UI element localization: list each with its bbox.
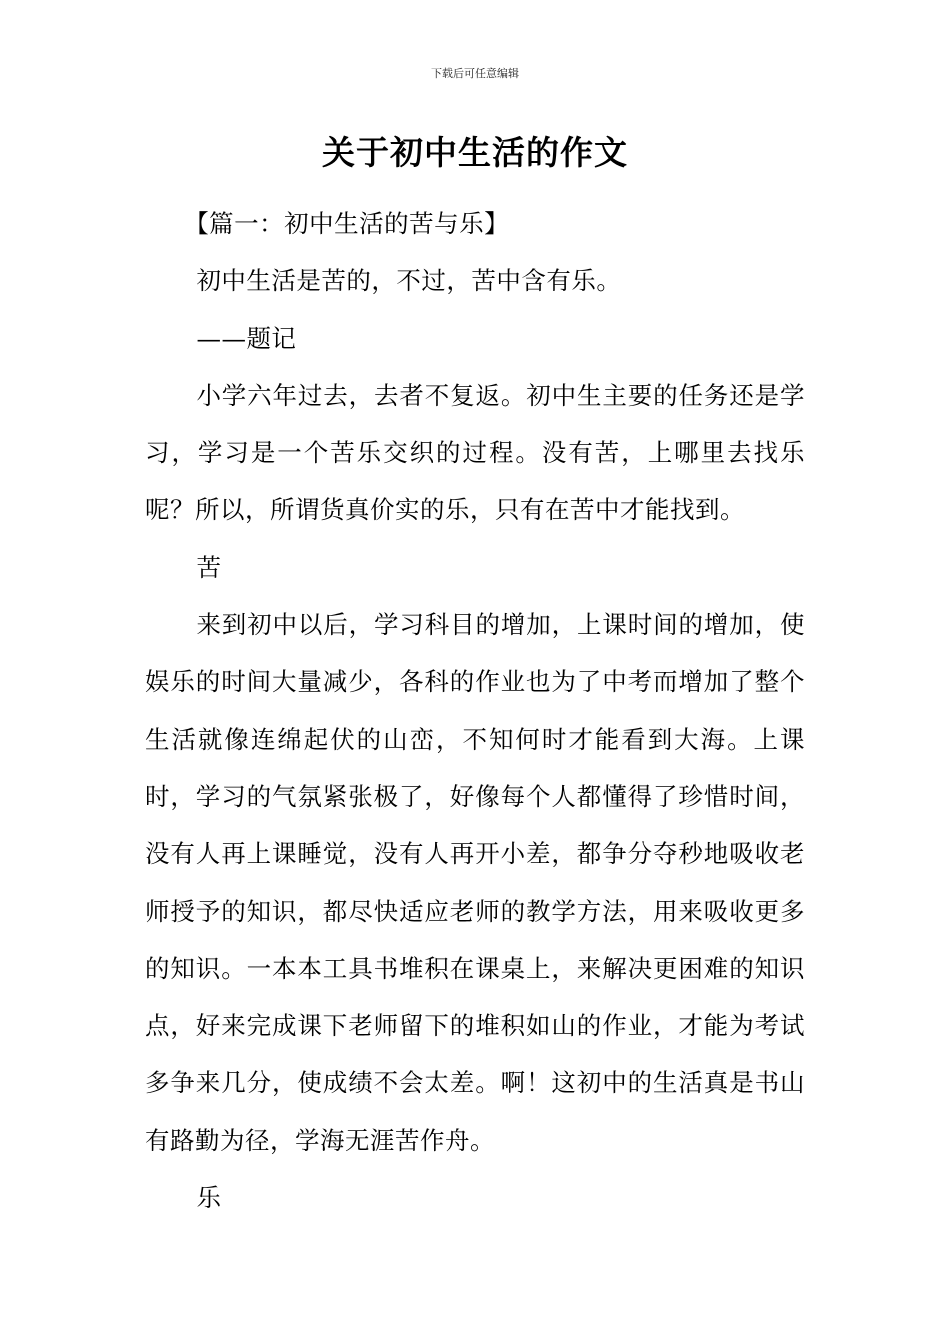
subheading-bitter: 苦 (196, 552, 222, 582)
epigraph-attribution: ——题记 (196, 323, 297, 353)
header-note: 下载后可任意编辑 (431, 67, 519, 80)
body-paragraph: 小学六年过去，去者不复返。初中生主要的任务还是学习，学习是一个苦乐交织的过程。没有苦，上哪里去找乐呢？所以，所谓货真价实的乐，只有在苦中才能找到。 (145, 380, 805, 525)
subheading-joy: 乐 (196, 1183, 222, 1213)
document-body (145, 195, 805, 1226)
epigraph: 初中生活是苦的，不过，苦中含有乐。 (196, 266, 622, 296)
body-paragraph: 来到初中以后，学习科目的增加，上课时间的增加，使娱乐的时间大量减少，各科的作业也为了中考而增加了整个生活就像连绵起伏的山峦，不知何时才能看到大海。上课时，学习的气氛紧张极了，好像每个人都懂得了珍惜时间，没有人再上课睡觉，没有人再开小差，都争分夺秒地吸收老师授予的知识，都尽快适应老师的教学方法，用来吸收更多的知识。一本本工具书堆积在课桌上，来解决更困难的知识点，好来完成课下老师留下的堆积如山的作业，才能为考试多争来几分，使成绩不会太差。啊！这初中的生活真是书山有路勤为径，学海无涯苦作舟。 (145, 610, 805, 1155)
section-heading: 【篇一：初中生活的苦与乐】 (184, 209, 510, 238)
document-title: 关于初中生活的作文 (322, 133, 628, 172)
